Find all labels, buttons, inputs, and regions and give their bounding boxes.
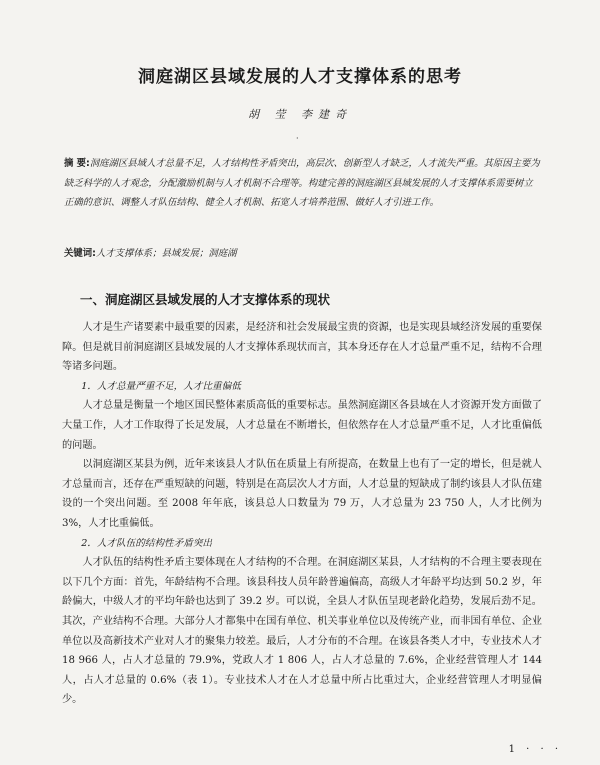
paragraph: 人才是生产诸要素中最重要的因素，是经济和社会发展最宝贵的资源，也是实现县域经济发展的重要保障。但是就目前洞庭湖区县域发展的人才支撑体系现状而言，其本身还存在人才总量严重不足，结构不合理等诸多问题。 [62,322,542,373]
subheading: 2．人才队伍的结构性矛盾突出 [81,537,213,549]
subheading: 1．人才总量严重不足，人才比重偏低 [81,380,241,392]
keywords [64,244,542,264]
abstract-text: 洞庭湖区县域人才总量不足，人才结构性矛盾突出，高层次、创新型人才缺乏，人才流失严重。其原因主要为缺乏科学的人才观念，分配激励机制与人才机制不合理等。构建完善的洞庭湖区县域发展的人才支撑体系需要树立正确的意识、调整人才队伍结构、健全人才机制、拓宽人才培养范围、做好人才引进工作。 [64,158,540,208]
section-heading: 一、洞庭湖区县域发展的人才支撑体系的现状 [80,292,331,307]
paragraph: 人才总量是衡量一个地区国民整体素质高低的重要标志。虽然洞庭湖区各县域在人才资源开发方面做了大量工作，人才工作取得了长足发展，人才总量在不断增长，但依然存在人才总量严重不足，人才比重偏低的问题。 [62,400,542,451]
keywords-text: 人才支撑体系；县域发展；洞庭湖 [95,248,237,259]
article-title: 洞庭湖区县域发展的人才支撑体系的思考 [138,67,462,87]
page-number: 1 · · · [508,744,562,755]
paragraph: 人才队伍的结构性矛盾主要体现在人才结构的不合理。在洞庭湖区某县，人才结构的不合理主要表现在以下几个方面：首先，年龄结构不合理。该县科技人员年龄普遍偏高，高级人才年龄平均达到 50.2 岁，年龄偏大，中级人才的平均年龄也达到了 39.2 岁。可以说，全县人才队伍呈现老龄化趋势，发展后劲不足。其次，产业结构不合理。大部分人才都集中在国有单位、机关事业单位以及传统产业，而非国有单位、企业单位以及高新技术产业对人才的聚集力较差。最后，人才分布的不合理。在该县各类人才中，专业技术人才 18 966 人，占人才总量的 79.9%，党政人才 1 806 人，占人才总量的 7.6%，企业经营管理人才 144 人，占人才总量的 0.6%（表 1）。专业技术人才在人才总量中所占比重过大，企业经营管理人才明显偏少。 [62,557,542,706]
divider-mark: · [296,134,299,143]
keywords-label: 关键词: [64,248,96,259]
article-authors: 胡 莹 李建奇 [248,108,352,121]
section-body [62,318,542,710]
paragraph: 以洞庭湖区某县为例，近年来该县人才队伍在质量上有所提高，在数量上也有了一定的增长，但是就人才总量而言，还存在严重短缺的问题，特别是在高层次人才方面，人才总量的短缺成了制约该县人才队伍建设的一个突出问题。至 2008 年年底，该县总人口数量为 79 万，人才总量为 23 750 人，人才比例为 3%，人才比重偏低。 [62,459,542,529]
abstract-label: 摘 要: [64,158,90,169]
abstract [64,154,542,213]
